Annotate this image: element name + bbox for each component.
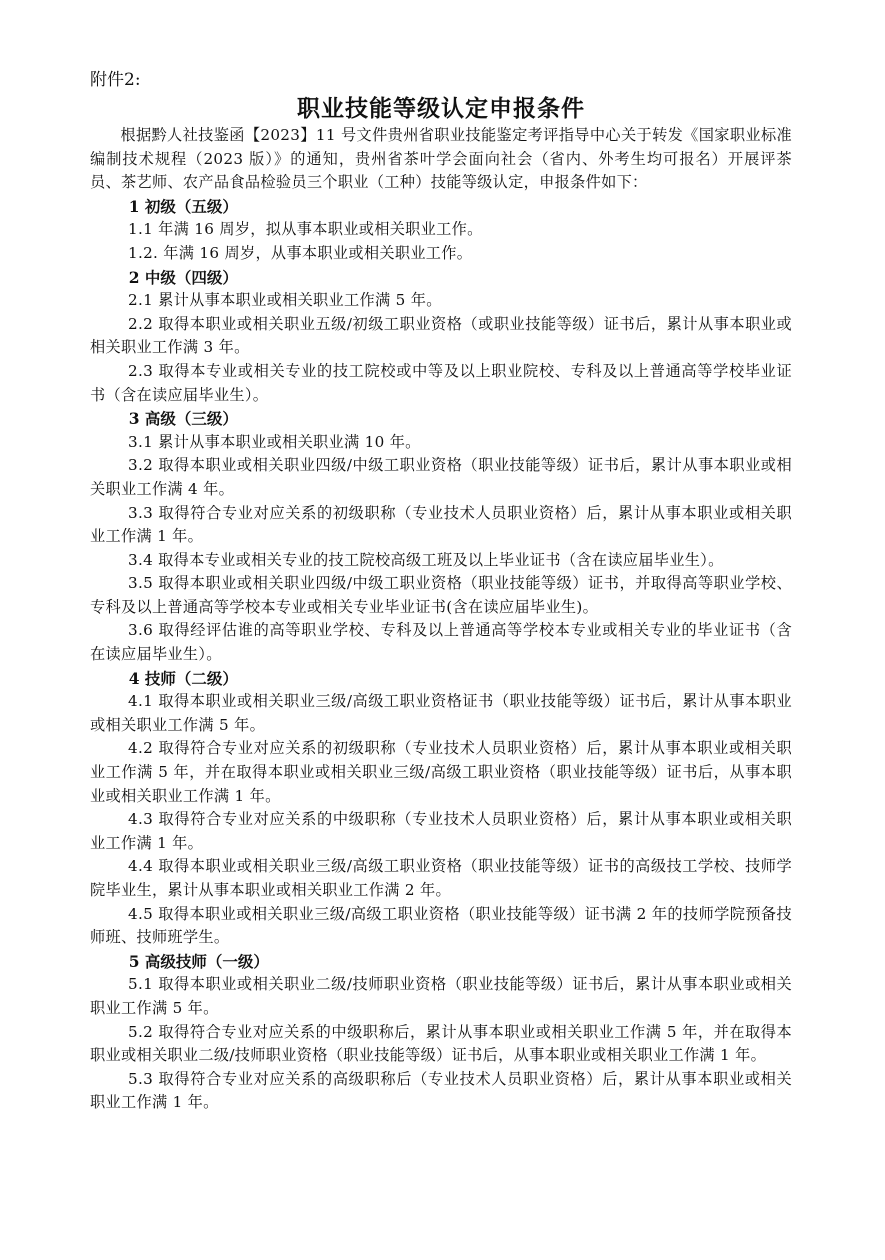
list-item: 4.1 取得本职业或相关职业三级/高级工职业资格证书（职业技能等级）证书后，累计从事本职业或相关职业工作满 5 年。 — [90, 692, 792, 734]
list-item: 5.1 取得本职业或相关职业二级/技师职业资格（职业技能等级）证书后，累计从事本职业或相关职业工作满 5 年。 — [90, 975, 792, 1017]
list-item: 2.2 取得本职业或相关职业五级/初级工职业资格（或职业技能等级）证书后，累计从事本职业或相关职业工作满 3 年。 — [90, 314, 792, 357]
intro-paragraph: 根据黔人社技鉴函【2023】11 号文件贵州省职业技能鉴定考评指导中心关于转发《国家职业标准编制技术规程（2023 版）》的通知，贵州省茶叶学会面向社会（省内、外考生均可报名）开展评茶员、茶艺师、农产品食品检验员三个职业（工种）技能等级认定，申报条件如下： — [90, 126, 792, 192]
list-item: 1.2. 年满 16 周岁，从事本职业或相关职业工作。 — [128, 243, 473, 262]
section-level-4 — [90, 266, 792, 408]
section-heading: 5 高级技师（一级） — [128, 951, 269, 971]
list-item: 3.1 累计从事本职业或相关职业满 10 年。 — [128, 432, 421, 451]
section-heading: 2 中级（四级） — [128, 267, 238, 287]
attachment-label: 附件2: — [90, 70, 141, 90]
list-item: 3.6 取得经评估谁的高等职业学校、专科及以上普通高等学校本专业或相关专业的毕业证书（含在读应届毕业生）。 — [90, 621, 792, 664]
section-level-3 — [90, 407, 792, 667]
section-heading: 1 初级（五级） — [128, 196, 238, 216]
list-item: 4.3 取得符合专业对应关系的中级职称（专业技术人员职业资格）后，累计从事本职业或相关职业工作满 1 年。 — [90, 810, 792, 852]
list-item: 3.4 取得本专业或相关专业的技工院校高级工班及以上毕业证书（含在读应届毕业生）。 — [128, 550, 724, 569]
document-title: 职业技能等级认定申报条件 — [297, 95, 585, 122]
list-item: 3.3 取得符合专业对应关系的初级职称（专业技术人员职业资格）后，累计从事本职业或相关职业工作满 1 年。 — [90, 503, 792, 546]
list-item: 1.1 年满 16 周岁，拟从事本职业或相关职业工作。 — [128, 220, 483, 239]
list-item: 4.2 取得符合专业对应关系的初级职称（专业技术人员职业资格）后，累计从事本职业或相关职业工作满 5 年，并在取得本职业或相关职业三级/高级工职业资格（职业技能等级）证书后，从事本职业或相关职业工作满 1 年。 — [90, 739, 792, 805]
list-item: 4.5 取得本职业或相关职业三级/高级工职业资格（职业技能等级）证书满 2 年的技师学院预备技师班、技师班学生。 — [90, 904, 792, 947]
list-item: 4.4 取得本职业或相关职业三级/高级工职业资格（职业技能等级）证书的高级技工学校、技师学院毕业生，累计从事本职业或相关职业工作满 2 年。 — [90, 857, 792, 899]
section-level-2 — [90, 667, 792, 950]
list-item: 2.1 累计从事本职业或相关职业工作满 5 年。 — [128, 291, 442, 310]
list-item: 3.2 取得本职业或相关职业四级/中级工职业资格（职业技能等级）证书后，累计从事本职业或相关职业工作满 4 年。 — [90, 456, 792, 498]
list-item: 2.3 取得本专业或相关专业的技工院校或中等及以上职业院校、专科及以上普通高等学校毕业证书（含在读应届毕业生）。 — [90, 361, 792, 404]
section-level-5 — [90, 195, 792, 266]
section-heading: 3 高级（三级） — [128, 409, 238, 429]
list-item: 5.3 取得符合专业对应关系的高级职称后（专业技术人员职业资格）后，累计从事本职业或相关职业工作满 1 年。 — [90, 1069, 792, 1112]
document-page — [90, 68, 792, 1115]
list-item: 3.5 取得本职业或相关职业四级/中级工职业资格（职业技能等级）证书，并取得高等职业学校、专科及以上普通高等学校本专业或相关专业毕业证书(含在读应届毕业生)。 — [90, 574, 792, 616]
section-level-1 — [90, 950, 792, 1115]
list-item: 5.2 取得符合专业对应关系的中级职称后，累计从事本职业或相关职业工作满 5 年，并在取得本职业或相关职业二级/技师职业资格（职业技能等级）证书后，从事本职业或相关职业工作满 1 年。 — [90, 1022, 792, 1065]
section-heading: 4 技师（二级） — [128, 668, 238, 688]
